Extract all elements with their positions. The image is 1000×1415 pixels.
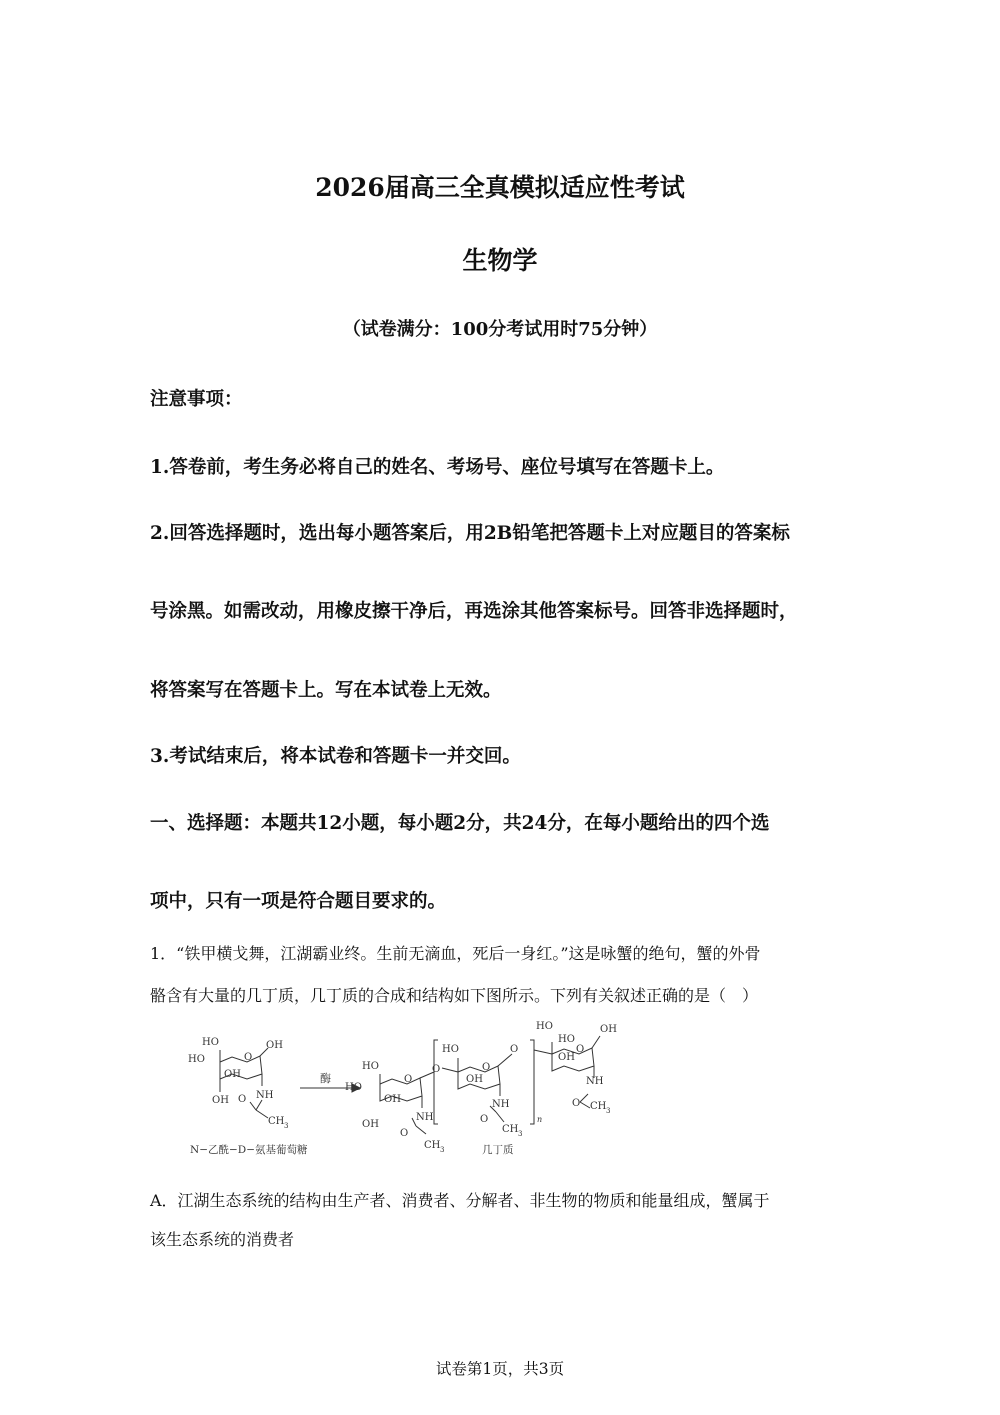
notice-item-3: 3.考试结束后，将本试卷和答题卡一并交回。 xyxy=(150,746,521,767)
atom-label: OH xyxy=(384,1094,401,1105)
atom-label: O xyxy=(482,1062,491,1073)
arrow-label: 酶 xyxy=(320,1072,331,1085)
atom-label: CH xyxy=(590,1101,607,1112)
atom-label: HO xyxy=(202,1037,219,1048)
notice-item-2-line-3: 将答案写在答题卡上。写在本试卷上无效。 xyxy=(150,680,502,701)
atom-label: OH xyxy=(466,1074,483,1085)
atom-label: NH xyxy=(416,1112,434,1123)
notice-item-2-line-2: 号涂黑。如需改动，用橡皮擦干净后，再选涂其他答案标号。回答非选择题时， xyxy=(150,601,798,622)
repeat-subscript: n xyxy=(537,1115,543,1124)
atom-label: HO xyxy=(362,1061,379,1072)
atom-label: O xyxy=(510,1044,519,1055)
atom-label: 3 xyxy=(440,1146,445,1154)
atom-label: HO xyxy=(345,1082,362,1093)
option-a-line-2: 该生态系统的消费者 xyxy=(150,1230,295,1249)
exam-info: （试卷满分：100分考试用时75分钟） xyxy=(342,319,658,340)
atom-label: CH xyxy=(502,1124,519,1135)
atom-label: CH xyxy=(424,1140,441,1151)
atom-label: OH xyxy=(212,1095,229,1106)
atom-label: HO xyxy=(442,1044,459,1055)
atom-label: O xyxy=(572,1098,581,1109)
exam-title: 2026届高三全真模拟适应性考试 xyxy=(315,173,685,202)
section-heading-line-1: 一、选择题：本题共12小题，每小题2分，共24分，在每小题给出的四个选 xyxy=(150,813,770,834)
atom-label: O xyxy=(432,1064,441,1075)
atom-label: O xyxy=(238,1094,247,1105)
section-heading-line-2: 项中，只有一项是符合题目要求的。 xyxy=(150,891,447,912)
notice-item-1: 1.答卷前，考生务必将自己的姓名、考场号、座位号填写在答题卡上。 xyxy=(150,457,725,478)
notice-heading: 注意事项： xyxy=(150,389,243,410)
polymer-structure xyxy=(345,1021,617,1156)
question-1-stem-line-2: 骼含有大量的几丁质，几丁质的合成和结构如下图所示。下列有关叙述正确的是（ ） xyxy=(150,986,759,1005)
monomer-label: N−乙酰−D−氨基葡萄糖 xyxy=(190,1144,308,1156)
atom-label: OH xyxy=(600,1024,617,1035)
atom-label: NH xyxy=(586,1076,604,1087)
atom-label: HO xyxy=(558,1034,575,1045)
atom-label: HO xyxy=(536,1021,553,1032)
atom-label: OH xyxy=(266,1040,283,1051)
atom-label: CH xyxy=(268,1116,285,1127)
notice-item-2-line-1: 2.回答选择题时，选出每小题答案后，用2B铅笔把答题卡上对应题目的答案标 xyxy=(150,523,790,544)
atom-label: HO xyxy=(188,1054,205,1065)
atom-label: OH xyxy=(558,1052,575,1063)
atom-label: O xyxy=(576,1044,585,1055)
atom-label: NH xyxy=(492,1099,510,1110)
atom-label: O xyxy=(404,1074,413,1085)
subject-title: 生物学 xyxy=(462,246,538,275)
atom-label: O xyxy=(244,1052,253,1063)
option-a-line-1: A．江湖生态系统的结构由生产者、消费者、分解者、非生物的物质和能量组成，蟹属于 xyxy=(150,1191,770,1210)
polymer-label: 几丁质 xyxy=(482,1144,514,1156)
atom-label: OH xyxy=(362,1119,379,1130)
question-1-stem-line-1: 1．“铁甲横戈舞，江湖霸业终。生前无滴血，死后一身红。”这是咏蟹的绝句，蟹的外骨 xyxy=(150,944,761,963)
atom-label: O xyxy=(400,1128,409,1139)
atom-label: 3 xyxy=(284,1122,289,1130)
atom-label: OH xyxy=(224,1069,241,1080)
atom-label: 3 xyxy=(518,1130,523,1138)
atom-label: O xyxy=(480,1114,489,1125)
atom-label: NH xyxy=(256,1090,274,1101)
atom-label: 3 xyxy=(606,1107,611,1115)
page-footer: 试卷第1页，共3页 xyxy=(435,1360,565,1378)
monomer-structure xyxy=(188,1037,308,1156)
chitin-structure-figure xyxy=(180,1012,640,1162)
